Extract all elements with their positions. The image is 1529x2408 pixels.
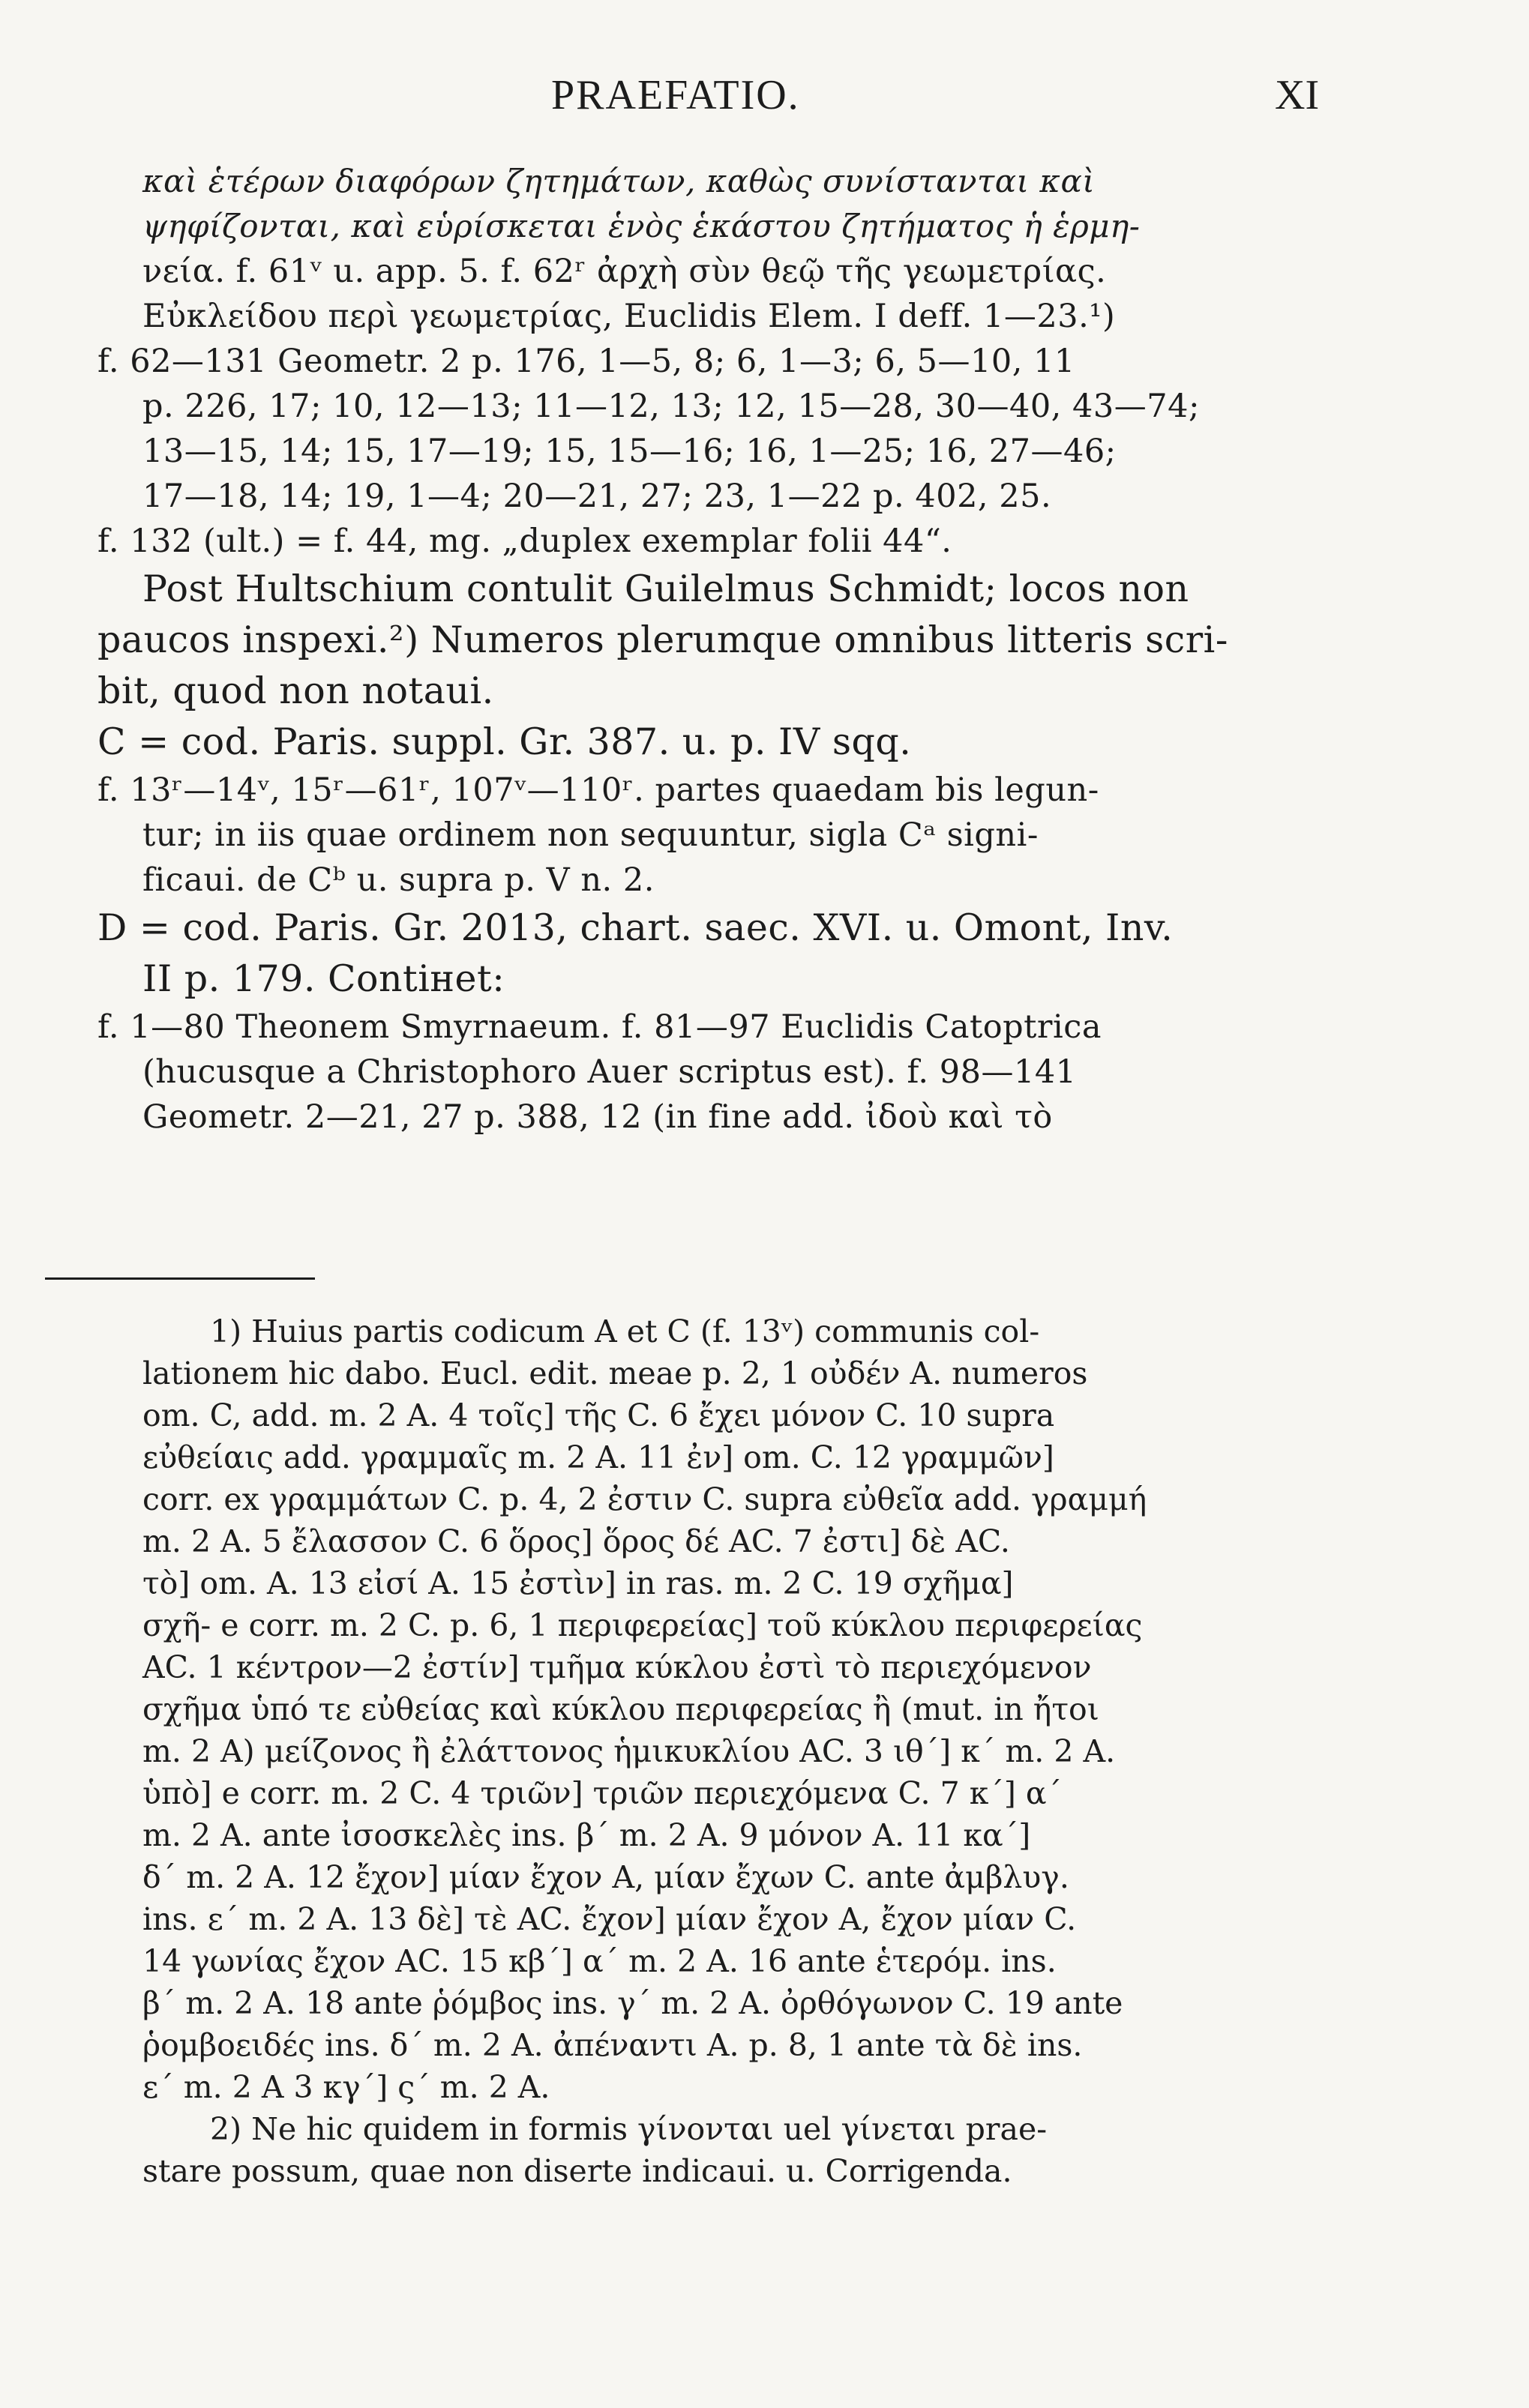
- footnote-line: δ΄ m. 2 A. 12 ἔχον] μίαν ἔχον A, μίαν ἔχων C. ante ἀμβλυγ.: [142, 1859, 1069, 1895]
- text-line: ψηφίζονται, καὶ εὑρίσκεται ἑνὸς ἑκάστου ζητήματος ἡ ἑρμη-: [142, 208, 1141, 244]
- main-text: [97, 159, 1342, 1140]
- footnote-line: σχῆμα ὑπό τε εὐθείας καὶ κύκλου περιφερείας ἢ (mut. in ἤτοι: [142, 1691, 1099, 1727]
- running-title: PRAEFATIO.: [551, 72, 800, 118]
- footnote-line: AC. 1 κέντρον—2 ἐστίν] τμῆμα κύκλου ἐστὶ τὸ περιεχόμενον: [142, 1649, 1092, 1685]
- text-line: paucos inspexi.²) Numeros plerumque omnibus litteris scri-: [97, 618, 1228, 661]
- footnote-line: εὐθείαις add. γραμμαῖς m. 2 A. 11 ἐν] om. C. 12 γραμμῶν]: [142, 1439, 1054, 1475]
- footnotes: [97, 1310, 1342, 2192]
- footnote-line: ῥομβοειδές ins. δ΄ m. 2 A. ἀπέναντι A. p. 8, 1 ante τὰ δὲ ins.: [142, 2027, 1083, 2063]
- footnote-line: 1) Huius partis codicum A et C (f. 13ᵛ) communis col-: [210, 1313, 1040, 1349]
- text-line: D = cod. Paris. Gr. 2013, chart. saec. XVI. u. Omont, Inv.: [97, 906, 1174, 949]
- text-line: f. 1—80 Theonem Smyrnaeum. f. 81—97 Euclidis Catoptrica: [97, 1008, 1102, 1046]
- footnote-line: m. 2 A. ante ἰσοσκελὲς ins. β΄ m. 2 A. 9 μόνον A. 11 κα΄]: [142, 1817, 1031, 1853]
- footnote-line: 14 γωνίας ἔχον AC. 15 κβ΄] α΄ m. 2 A. 16 ante ἑτερόμ. ins.: [142, 1943, 1057, 1979]
- footnote-separator: [45, 1277, 315, 1280]
- footnote-line: 2) Ne hic quidem in formis γίνονται uel γίνεται prae-: [210, 2111, 1048, 2147]
- text-line: νεία. f. 61ᵛ u. app. 5. f. 62ʳ ἀρχὴ σὺν θεῷ τῆς γεωμετρίας.: [142, 253, 1107, 290]
- text-line: bit, quod non notaui.: [97, 669, 494, 712]
- text-line: Εὐκλείδου περὶ γεωμετρίας, Euclidis Elem. I deff. 1—23.¹): [142, 298, 1116, 335]
- footnote-line: om. C, add. m. 2 A. 4 τοῖς] τῆς C. 6 ἔχει μόνον C. 10 supra: [142, 1397, 1055, 1433]
- footnote-line: β΄ m. 2 A. 18 ante ῥόμβος ins. γ΄ m. 2 A. ὀρθόγωνον C. 19 ante: [142, 1985, 1123, 2021]
- footnote-line: ins. ε΄ m. 2 A. 13 δὲ] τὲ AC. ἔχον] μίαν ἔχον A, ἔχον μίαν C.: [142, 1901, 1077, 1937]
- footnote-line: stare possum, quae non diserte indicaui. u. Corrigenda.: [142, 2153, 1012, 2189]
- text-line: Post Hultschium contulit Guilelmus Schmidt; locos non: [142, 568, 1189, 610]
- text-line: f. 62—131 Geometr. 2 p. 176, 1—5, 8; 6, 1—3; 6, 5—10, 11: [97, 343, 1075, 380]
- footnote-line: σχῆ- e corr. m. 2 C. p. 6, 1 περιφερείας] τοῦ κύκλου περιφερείας: [142, 1607, 1143, 1643]
- footnote-line: ὑπὸ] e corr. m. 2 C. 4 τριῶν] τριῶν περιεχόμενα C. 7 κ΄] α΄: [142, 1775, 1063, 1811]
- text-line: C = cod. Paris. suppl. Gr. 387. u. p. IV sqq.: [97, 720, 912, 763]
- text-line: p. 226, 17; 10, 12—13; 11—12, 13; 12, 15—28, 30—40, 43—74;: [142, 388, 1200, 425]
- page-header: [0, 71, 1529, 131]
- text-line: 17—18, 14; 19, 1—4; 20—21, 27; 23, 1—22 p. 402, 25.: [142, 478, 1052, 515]
- footnote-line: τὸ] om. A. 13 εἰσί A. 15 ἐστὶν] in ras. m. 2 C. 19 σχῆμα]: [142, 1565, 1014, 1601]
- text-line: καὶ ἑτέρων διαφόρων ζητημάτων, καθὼς συνίστανται καὶ: [142, 163, 1096, 199]
- footnote-line: lationem hic dabo. Eucl. edit. meae p. 2, 1 οὐδέν A. numeros: [142, 1355, 1088, 1391]
- footnote-line: m. 2 A. 5 ἔλασσον C. 6 ὅρος] ὅρος δέ AC. 7 ἐστι] δὲ AC.: [142, 1523, 1010, 1559]
- text-line: f. 13ʳ—14ᵛ, 15ʳ—61ʳ, 107ᵛ—110ʳ. partes quaedam bis legun-: [97, 771, 1099, 809]
- text-line: Geometr. 2—21, 27 p. 388, 12 (in fine add. ἰδοὺ καὶ τὸ: [142, 1098, 1053, 1136]
- page-number: XI: [1275, 72, 1320, 118]
- footnote-line: ε΄ m. 2 A 3 κγ΄] ς΄ m. 2 A.: [142, 2069, 550, 2105]
- text-line: ficaui. de Cᵇ u. supra p. V n. 2.: [142, 861, 655, 899]
- text-line: f. 132 (ult.) = f. 44, mg. „duplex exemplar folii 44“.: [97, 523, 952, 560]
- footnote-line: corr. ex γραμμάτων C. p. 4, 2 ἐστιν C. supra εὐθεῖα add. γραμμή: [142, 1481, 1147, 1517]
- footnote-line: m. 2 A) μείζονος ἢ ἐλάττονος ἡμικυκλίου AC. 3 ιθ΄] κ΄ m. 2 A.: [142, 1733, 1116, 1769]
- text-line: 13—15, 14; 15, 17—19; 15, 15—16; 16, 1—25; 16, 27—46;: [142, 433, 1117, 470]
- text-line: tur; in iis quae ordinem non sequuntur, sigla Cᵃ signi-: [142, 816, 1039, 854]
- text-line: II p. 179. Contінet:: [142, 957, 505, 1000]
- text-line: (hucusque a Christophoro Auer scriptus est). f. 98—141: [142, 1053, 1077, 1091]
